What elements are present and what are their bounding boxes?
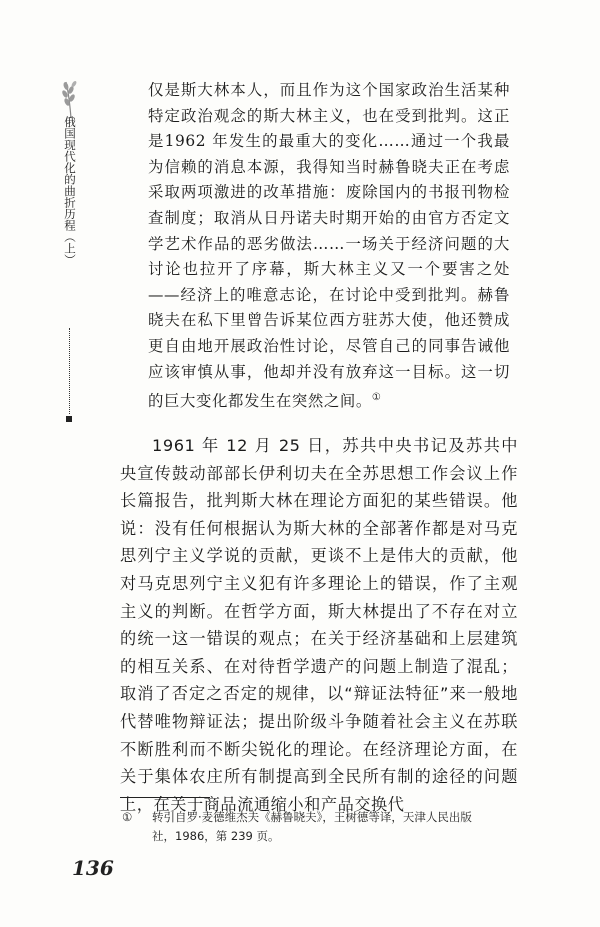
footnote-reference[interactable]: ① xyxy=(371,392,382,404)
quote-text: 仅是斯大林本人，而且作为这个国家政治生活某种特定政治观念的斯大林主义，也在受到批判。这正是1962 年发生的最重大的变化……通过一个我最为信赖的消息本源，我得知当时赫鲁晓夫正在考虑采取两项激进的改革措施：废除国内的书报刊物检查制度；取消从日丹诺夫时期开始的由官方否定文学艺术作品的恶劣做法……一场关于经济问题的大讨论也拉开了序幕，斯大林主义又一个要害之处——经济上的唯意志论，在讨论中受到批判。赫鲁晓夫在私下里曾告诉某位西方驻苏大使，他还赞成更自由地开展政治性讨论，尽管自己的同事告诫他应该审慎从事，他却并没有放弃这一目标。这一切的巨大变化都发生在突然之间。 xyxy=(148,81,510,411)
body-text xyxy=(120,432,518,818)
page-number: 136 xyxy=(72,856,114,880)
wheat-ornament-icon xyxy=(58,78,84,118)
body-paragraph: 1961 年 12 月 25 日，苏共中央书记及苏共中央宣传鼓动部部长伊利切夫在全苏思想工作会议上作长篇报告，批判斯大林在理论方面犯的某些错误。他说：没有任何根据认为斯大林的全部著作都是对马克思列宁主义学说的贡献，更谈不上是伟大的贡献，他对马克思列宁主义犯有许多理论上的错误，作了主观主义的判断。在哲学方面，斯大林提出了不存在对立的统一这一错误的观点；在关于经济基础和上层建筑的相互关系、在对待哲学遗产的问题上制造了混乱；取消了否定之否定的规律，以“辩证法特征”来一般地代替唯物辩证法；提出阶级斗争随着社会主义在苏联不断胜利而不断尖锐化的理论。在经济理论方面，在关于集体农庄所有制提高到全民所有制的途径的问题上，在关于商品流通缩小和产品交换代 xyxy=(120,436,518,814)
square-bullet-icon xyxy=(66,416,72,422)
book-title: 俄国现代化的曲折历程（上） xyxy=(63,116,77,266)
footnote-marker: ① xyxy=(122,810,133,824)
footnote xyxy=(122,808,522,846)
footnote-line-1: 转引自罗·麦德维杰夫《赫鲁晓夫》，王树德等译，天津人民出版 xyxy=(152,810,472,824)
footnote-line-2: 社，1986，第 239 页。 xyxy=(152,829,280,843)
dotted-divider xyxy=(69,328,72,414)
running-header-sidebar xyxy=(58,78,84,368)
footnote-divider xyxy=(120,797,210,798)
block-quote xyxy=(148,78,510,415)
